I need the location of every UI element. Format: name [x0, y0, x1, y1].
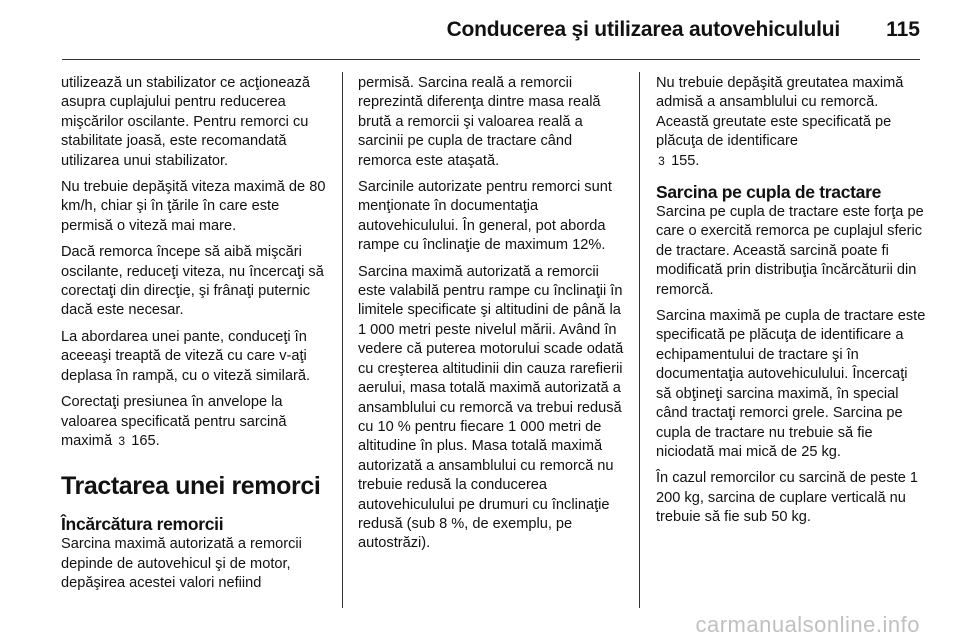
- section-heading: Tractarea unei remorci: [61, 472, 321, 501]
- cross-reference-arrow-icon: 3: [118, 433, 125, 448]
- paragraph: Sarcina maximă autorizată a remorcii este valabilă pentru rampe cu înclinaţii în limitele specificate şi altitudini de până la 1 000 metri peste nivelul mării. Având în vedere că puterea motorului scade odată cu creşterea altitudinii din cauza rarefierii aerului, masa totală maximă autorizată a ansamblului cu remorcă va trebui redusă cu 10 % pentru fiecare 1 000 metri de altitudine în plus. Masa totală maximă autorizată a ansamblului cu remorcă nu trebuie redusă la conducerea autovehiculului pe drumuri cu înclinaţie redusă (sub 8 %, de exemplu, pe autostrăzi).: [358, 263, 624, 552]
- page-reference[interactable]: 165.: [131, 432, 160, 449]
- paragraph: Sarcinile autorizate pentru remorci sunt menţionate în documentaţia autovehiculului. În general, pot aborda rampe cu înclinaţie de maximum 12%.: [358, 179, 612, 254]
- column-2: [358, 74, 628, 561]
- paragraph: permisă. Sarcina reală a remorcii reprezintă diferenţa dintre masa reală brută a remorcii şi valoarea reală a sarcinii pe cupla de tractare când remorca este ataşată.: [358, 75, 601, 169]
- cross-reference-arrow-icon: 3: [658, 153, 665, 168]
- header-divider: [62, 59, 920, 60]
- paragraph: Nu trebuie depăşită viteza maximă de 80 km/h, chiar şi în ţările în care este permisă o viteză mai mare.: [61, 179, 326, 234]
- paragraph: Sarcina maximă autorizată a remorcii depinde de autovehicul şi de motor, depăşirea acestei valori nefiind: [61, 536, 302, 592]
- watermark: carmanualsonline.info: [695, 612, 920, 637]
- paragraph: Sarcina maximă pe cupla de tractare este specificată pe plăcuţa de identificare a echipamentului de tractare şi în documentaţia autovehiculului. Încercaţi să obţineţi sarcina maximă, în special când tractaţi remorci grele. Sarcina pe cupla de tractare nu trebuie să fie niciodată mai mică de 25 kg.: [656, 308, 926, 460]
- column-divider-1: [342, 72, 343, 608]
- paragraph-with-reference: [656, 74, 926, 171]
- column-1: [61, 74, 329, 601]
- page-header: [0, 0, 960, 60]
- paragraph: Sarcina pe cupla de tractare este forţa pe care o exercită remorca pe cuplajul sferic de tractare. Această sarcină poate fi modificată prin distribuţia încărcăturii din remorcă.: [656, 204, 924, 298]
- subsection-heading: Încărcătura remorcii: [61, 514, 224, 535]
- column-divider-2: [639, 72, 640, 608]
- paragraph: Dacă remorca începe să aibă mişcări oscilante, reduceţi viteza, nu încercaţi să corectaţi din direcţie, şi frânaţi puternic dacă este necesar.: [61, 244, 324, 319]
- page-number: 115: [886, 18, 920, 41]
- column-3: [656, 74, 926, 535]
- page-title: Conducerea şi utilizarea autovehiculului: [446, 18, 840, 41]
- page-reference[interactable]: 155.: [671, 152, 700, 169]
- paragraph: În cazul remorcilor cu sarcină de peste 1 200 kg, sarcina de cuplare verticală nu trebuie să fie sub 50 kg.: [656, 470, 918, 526]
- paragraph: utilizează un stabilizator ce acţionează asupra cuplajului pentru reducerea mişcărilor oscilante. Pentru remorci cu stabilitate joasă, este recomandată utilizarea unui stabilizator.: [61, 75, 311, 169]
- paragraph-with-reference: [61, 393, 329, 451]
- paragraph-text: Nu trebuie depăşită greutatea maximă admisă a ansamblului cu remorcă. Această greutate este specificată pe plăcuţa de identificare: [656, 75, 904, 150]
- paragraph: La abordarea unei pante, conduceţi în aceeaşi treaptă de viteză cu care v-aţi deplasa în rampă, cu o viteză similară.: [61, 328, 311, 384]
- subsection-heading: Sarcina pe cupla de tractare: [656, 182, 882, 203]
- paragraph-text: Corectaţi presiunea în anvelope la valoarea specificată pentru sarcină maximă: [61, 394, 287, 449]
